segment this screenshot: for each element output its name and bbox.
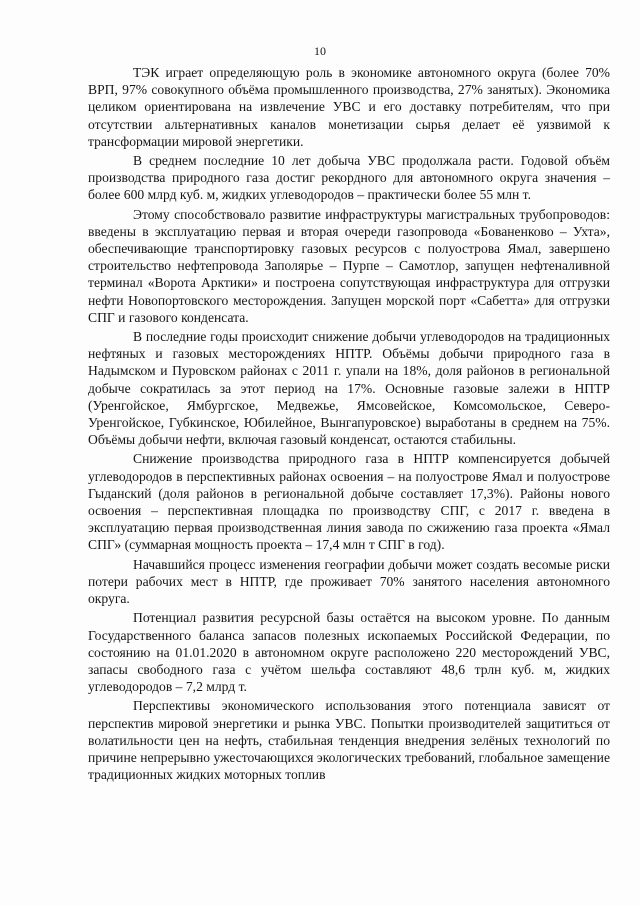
page-number: 10 bbox=[314, 44, 326, 58]
paragraph-resource-potential: Потенциал развития ресурсной базы остаётся на высоком уровне. По данным Государственного баланса запасов полезных ископаемых Российской Федерации, по состоянию на 01.01.2020 в автономном округе расположено 220 месторождений УВС, запасы свободного газа с учётом шельфа составляют 48,6 трлн куб. м, жидких углеводородов – 7,2 млрд т. bbox=[88, 610, 610, 695]
paragraph-job-risks: Начавшийся процесс изменения географии добычи может создать весомые риски потери рабочих мест в НПТР, где проживает 70% занятого населения автономного округа. bbox=[88, 556, 610, 607]
paragraph-production-decline: В последние годы происходит снижение добычи углеводородов на традиционных нефтяных и газовых месторождениях НПТР. Объёмы добычи природного газа в Надымском и Пуровском районах с 2011 г. упали на 18%, доля районов в региональной добыче сократилась за этот период на 17%. Основные газовые залежи в НПТР (Уренгойское, Ямбургское, Медвежье, Ямсовейское, Комсомольское, Северо-Уренгойское, Губкинское, Юбилейное, Вынгапуровское) выработаны в среднем на 75%. Объёмы добычи нефти, включая газовый конденсат, остаются стабильны. bbox=[88, 329, 610, 448]
paragraph-tek-role: ТЭК играет определяющую роль в экономике автономного округа (более 70% ВРП, 97% совокупного объёма промышленного производства, 27% занятых). Экономика целиком ориентирована на извлечение УВС и его доставку потребителям, что при отсутствии альтернативных каналов монетизации сырья делает её уязвимой к трансформации мировой энергетики. bbox=[88, 65, 610, 149]
paragraph-prospects: Перспективы экономического использования этого потенциала зависят от перспектив мировой энергетики и рынка УВС. Попытки производителей защититься от волатильности цен на нефть, стабильная тенденция внедрения зелёных технологий по причине непрерывно ужесточающихся экологических требований, глобальное замещение традиционных жидких моторных топлив bbox=[88, 698, 610, 783]
body-text bbox=[88, 64, 610, 785]
paragraph-compensation-yamal: Снижение производства природного газа в НПТР компенсируется добычей углеводородов в перспективных районах освоения – на полуострове Ямал и полуострове Гыданский (доля районов в региональной добыче составляет 17,3%). Районы нового освоения – перспективная площадка по производству СПГ, с 2017 г. введена в эксплуатацию первая производственная линия завода по сжижению газа проекта «Ямал СПГ» (суммарная мощность проекта – 17,4 млн т СПГ в год). bbox=[88, 451, 610, 553]
paragraph-pipeline-infrastructure: Этому способствовало развитие инфраструктуры магистральных трубопроводов: введены в эксплуатацию первая и вторая очереди газопровода «Бованенково – Ухта», обеспечивающие транспортировку газовых ресурсов с полуострова Ямал, завершено строительство нефтепровода Заполярье – Пурпе – Самотлор, запущен нефтеналивной терминал «Ворота Арктики» и построена сопутствующая инфраструктура для отгрузки нефти Новопортовского месторождения. Запущен морской порт «Сабетта» для отгрузки СПГ и газового конденсата. bbox=[88, 206, 610, 325]
paragraph-production-growth: В среднем последние 10 лет добыча УВС продолжала расти. Годовой объём производства природного газа достиг рекордного для автономного округа значения – более 600 млрд куб. м, жидких углеводородов – практически более 55 млн т. bbox=[88, 153, 610, 203]
